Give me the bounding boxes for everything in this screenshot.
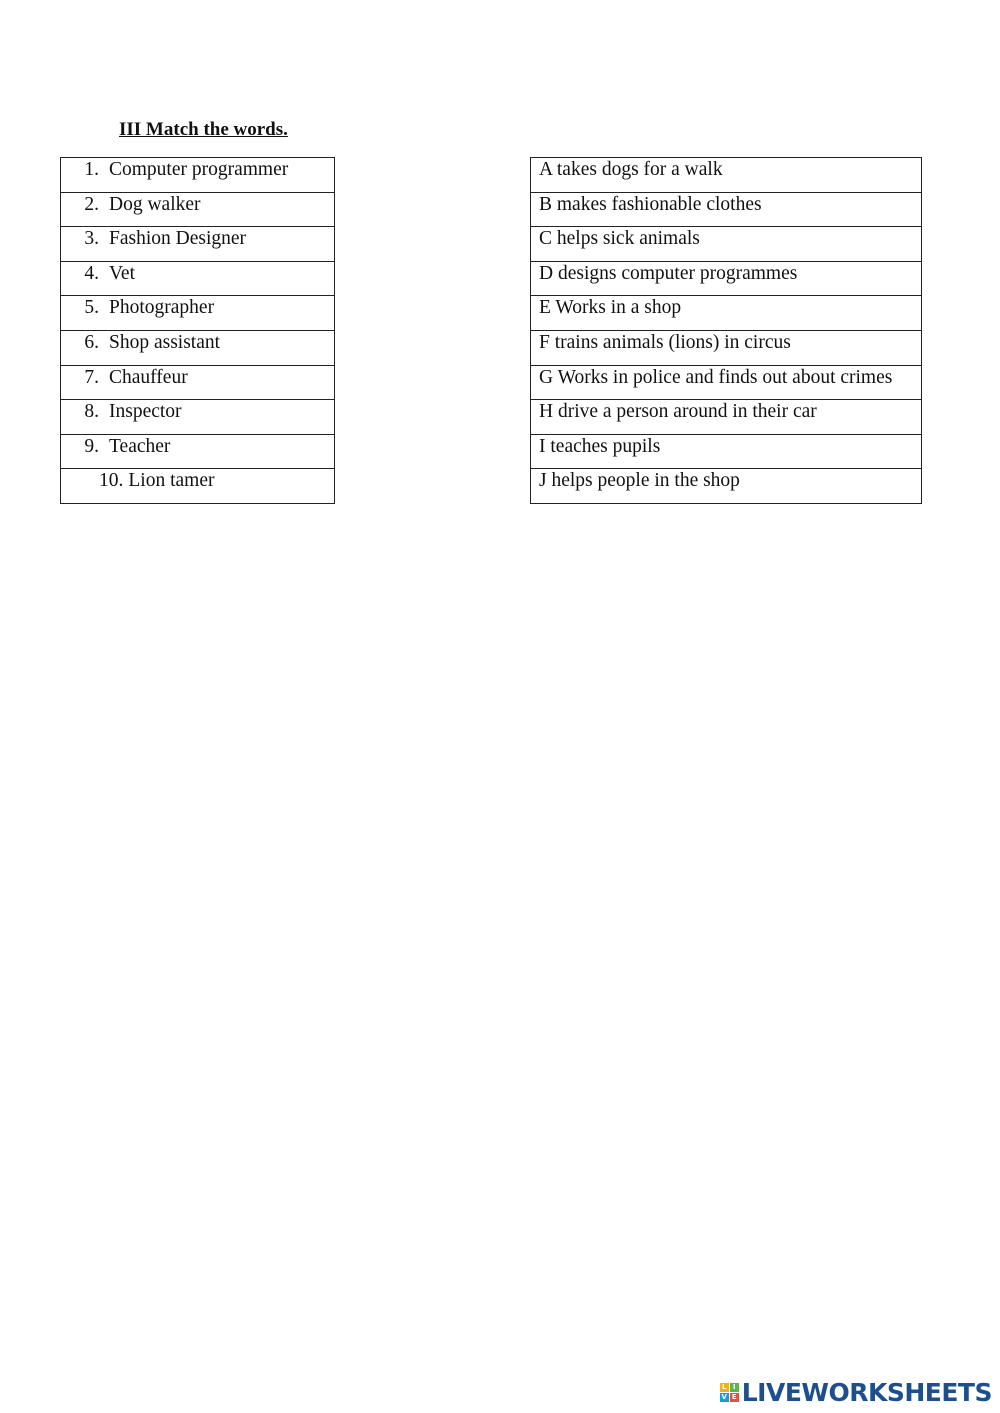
table-row <box>531 330 922 365</box>
description-text: H drive a person around in their car <box>539 401 817 423</box>
item-number: 8. <box>84 401 99 423</box>
occupation-cell <box>61 469 335 504</box>
description-text: J helps people in the shop <box>539 470 740 492</box>
description-text: B makes fashionable clothes <box>539 193 762 215</box>
table-row <box>61 330 335 365</box>
occupation-cell <box>61 158 335 193</box>
item-number: 7. <box>84 366 99 388</box>
occupation-cell <box>61 434 335 469</box>
description-cell <box>531 261 922 296</box>
description-cell <box>531 192 922 227</box>
occupation-text: Computer programmer <box>109 159 289 180</box>
occupation-text: Vet <box>109 262 135 284</box>
item-number: 10. <box>99 470 124 492</box>
occupation-text: Teacher <box>109 435 171 457</box>
description-cell <box>531 469 922 504</box>
table-row <box>531 227 922 262</box>
description-text: D designs computer programmes <box>539 262 798 284</box>
occupation-cell <box>61 227 335 262</box>
item-number: 1. <box>84 159 99 180</box>
occupation-cell <box>61 400 335 435</box>
item-number: 3. <box>84 228 99 250</box>
description-text: A takes dogs for a walk <box>539 159 723 180</box>
logo-text: LIVEWORKSHEETS <box>741 1378 992 1407</box>
table-row <box>61 158 335 193</box>
item-number: 6. <box>84 331 99 353</box>
table-row <box>531 261 922 296</box>
table-row <box>61 261 335 296</box>
occupation-cell <box>61 192 335 227</box>
logo-mark-icon <box>720 1383 739 1402</box>
table-row <box>61 227 335 262</box>
occupation-text: Inspector <box>109 401 182 423</box>
description-cell <box>531 227 922 262</box>
description-text: G Works in police and finds out about crimes <box>539 366 893 388</box>
occupation-text: Photographer <box>109 297 215 319</box>
occupations-table <box>60 157 335 504</box>
logo-letter: V <box>721 1393 727 1401</box>
occupation-text: Dog walker <box>109 193 201 215</box>
description-text: F trains animals (lions) in circus <box>539 331 791 353</box>
logo-letter: I <box>730 1383 739 1392</box>
table-row <box>61 192 335 227</box>
table-row <box>61 296 335 331</box>
description-cell <box>531 365 922 400</box>
occupation-text: Shop assistant <box>109 331 221 353</box>
occupation-text: Lion tamer <box>128 470 215 492</box>
logo-letter: L <box>720 1383 729 1392</box>
table-row <box>61 434 335 469</box>
description-cell <box>531 434 922 469</box>
table-row <box>531 296 922 331</box>
table-row <box>531 365 922 400</box>
table-row <box>531 434 922 469</box>
occupation-cell <box>61 261 335 296</box>
description-cell <box>531 330 922 365</box>
description-text: I teaches pupils <box>539 435 661 457</box>
occupation-text: Fashion Designer <box>109 228 247 250</box>
logo-letter: E <box>730 1393 739 1402</box>
description-cell <box>531 296 922 331</box>
occupation-cell <box>61 330 335 365</box>
occupation-cell <box>61 365 335 400</box>
table-row <box>531 400 922 435</box>
item-number: 2. <box>84 193 99 215</box>
item-number: 9. <box>84 435 99 457</box>
occupation-cell <box>61 296 335 331</box>
table-row <box>61 365 335 400</box>
item-number: 4. <box>84 262 99 284</box>
item-number: 5. <box>84 297 99 319</box>
table-row <box>61 400 335 435</box>
worksheet-heading: III Match the words. <box>119 119 288 140</box>
table-row <box>531 158 922 193</box>
description-text: C helps sick animals <box>539 228 700 250</box>
description-cell <box>531 400 922 435</box>
table-row <box>61 469 335 504</box>
occupation-text: Chauffeur <box>109 366 188 388</box>
descriptions-table <box>530 157 922 504</box>
table-row <box>531 192 922 227</box>
description-cell <box>531 158 922 193</box>
description-text: E Works in a shop <box>539 297 682 319</box>
table-row <box>531 469 922 504</box>
liveworksheets-logo <box>720 1378 992 1407</box>
